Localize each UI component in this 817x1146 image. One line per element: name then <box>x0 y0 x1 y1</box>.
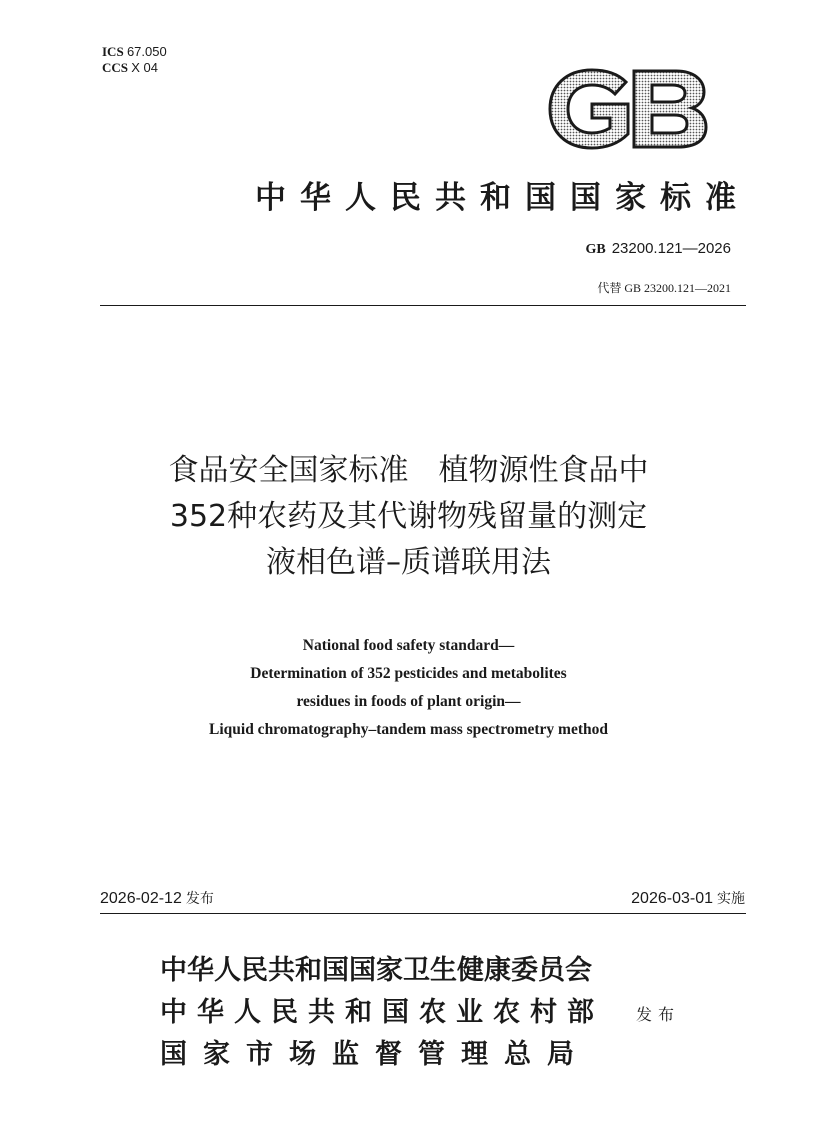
publish-label: 发布 <box>636 1005 681 1024</box>
implementation-date-value: 2026-03-01 <box>631 890 713 907</box>
issue-date <box>100 888 214 908</box>
issuing-organizations <box>160 950 604 1076</box>
replaces-standard: 代替 GB 23200.121—2021 <box>597 281 731 295</box>
ics-code <box>102 44 167 60</box>
chinese-title-line-1: 食品安全国家标准 植物源性食品中 <box>168 453 649 488</box>
issuer-market-regulation: 国家市场监督管理总局 <box>160 1039 590 1070</box>
issue-date-value: 2026-02-12 <box>100 890 182 907</box>
ccs-label: CCS <box>102 60 129 75</box>
chinese-title <box>60 448 757 586</box>
issuer-agriculture-ministry: 中华人民共和国农业农村部 <box>160 997 604 1028</box>
english-title <box>60 632 757 744</box>
ccs-code <box>102 60 167 76</box>
issuer-health-commission: 中华人民共和国国家卫生健康委员会 <box>160 955 592 986</box>
standard-number-value: 23200.121—2026 <box>611 240 731 257</box>
standard-prefix: GB <box>585 242 606 257</box>
classification-codes <box>102 44 167 76</box>
english-title-line-4: Liquid chromatography–tandem mass spectrometry method <box>209 721 608 738</box>
english-title-line-2: Determination of 352 pesticides and metabolites <box>250 665 567 682</box>
issue-label: 发布 <box>185 891 214 907</box>
national-standard-heading: 中华人民共和国国家标准 <box>255 180 750 216</box>
ics-value: 67.050 <box>126 44 167 59</box>
chinese-title-line-3: 液相色谱–质谱联用法 <box>266 545 551 580</box>
standard-number <box>585 240 731 258</box>
implementation-label: 实施 <box>717 891 745 907</box>
english-title-line-3: residues in foods of plant origin— <box>296 693 521 710</box>
gb-logo-icon <box>548 68 708 150</box>
ccs-value: X 04 <box>131 60 159 75</box>
top-divider <box>100 305 746 306</box>
english-title-line-1: National food safety standard— <box>302 637 515 654</box>
bottom-divider <box>100 913 746 914</box>
implementation-date <box>631 888 745 908</box>
chinese-title-line-2: 352种农药及其代谢物残留量的测定 <box>169 499 648 534</box>
ics-label: ICS <box>102 44 124 59</box>
